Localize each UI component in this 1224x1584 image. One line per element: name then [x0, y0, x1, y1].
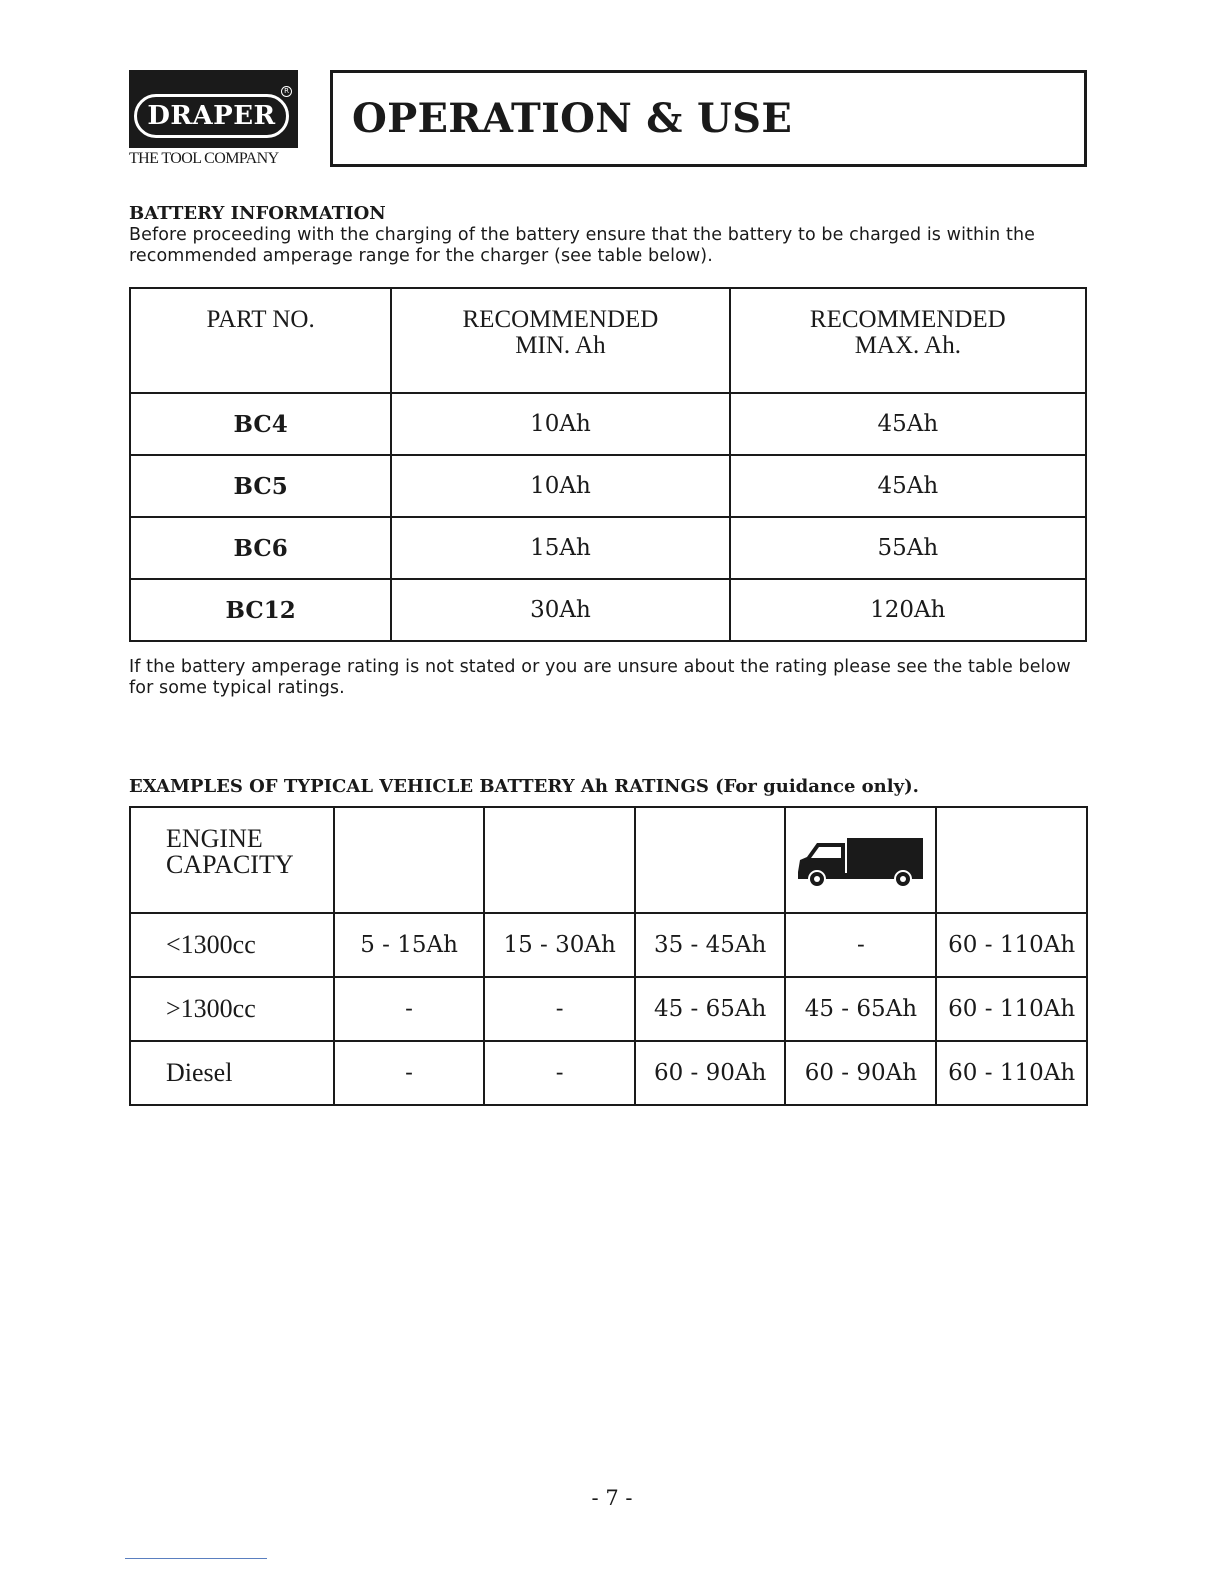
logo-wordmark: DRAPER [147, 101, 276, 131]
max-ah: 45Ah [730, 393, 1086, 455]
ah-rating: 45 - 65Ah [785, 977, 936, 1041]
max-ah: 55Ah [730, 517, 1086, 579]
header-text: PART NO. [206, 306, 315, 333]
ah-rating: - [334, 1041, 485, 1105]
registered-mark-icon: R [281, 86, 292, 97]
vehicle-icon-cell [334, 807, 485, 913]
vehicle-icon-cell [936, 807, 1087, 913]
draper-logo [129, 70, 299, 168]
min-ah: 10Ah [391, 393, 729, 455]
ah-rating: 60 - 110Ah [936, 913, 1087, 977]
table-header-row [130, 807, 1087, 913]
vehicle-icon-cell [785, 807, 936, 913]
table-row [130, 1041, 1087, 1105]
min-ah: 30Ah [391, 579, 729, 641]
header-part-no [130, 288, 391, 393]
vehicle-icon-cell [635, 807, 786, 913]
vehicle-battery-table [129, 806, 1088, 1106]
part-number: BC12 [130, 579, 391, 641]
header-text: RECOMMENDED MIN. Ah [462, 306, 659, 359]
max-ah: 120Ah [730, 579, 1086, 641]
ah-rating: 45 - 65Ah [635, 977, 786, 1041]
ah-rating: - [484, 977, 635, 1041]
min-ah: 15Ah [391, 517, 729, 579]
engine-capacity: Diesel [130, 1041, 334, 1105]
ah-rating: 60 - 90Ah [635, 1041, 786, 1105]
part-number: BC5 [130, 455, 391, 517]
max-ah: 45Ah [730, 455, 1086, 517]
part-number: BC4 [130, 393, 391, 455]
ah-rating: 60 - 110Ah [936, 1041, 1087, 1105]
header-text: ENGINE CAPACITY [166, 824, 294, 879]
page-number: - 7 - [591, 1486, 633, 1510]
battery-info-intro: Before proceeding with the charging of the battery ensure that the battery to be charged is within the recommended amperage range for the charger (see table below). [129, 225, 1036, 266]
table-row [130, 455, 1086, 517]
ah-rating: - [484, 1041, 635, 1105]
header-max-ah [730, 288, 1086, 393]
header-text: RECOMMENDED MAX. Ah. [809, 306, 1006, 359]
vehicle-icon-cell [484, 807, 635, 913]
ah-rating: 60 - 110Ah [936, 977, 1087, 1041]
ah-rating: 5 - 15Ah [334, 913, 485, 977]
engine-capacity: <1300cc [130, 913, 334, 977]
table-row [130, 977, 1087, 1041]
ah-rating: 15 - 30Ah [484, 913, 635, 977]
page-title-box [330, 70, 1087, 167]
logo-badge [129, 70, 298, 148]
ah-rating: - [334, 977, 485, 1041]
page-title: OPERATION & USE [352, 95, 793, 142]
engine-capacity: >1300cc [130, 977, 334, 1041]
engine-capacity-header [130, 807, 334, 913]
logo-oval [134, 94, 289, 138]
ah-rating: - [785, 913, 936, 977]
table-row [130, 579, 1086, 641]
part-number: BC6 [130, 517, 391, 579]
min-ah: 10Ah [391, 455, 729, 517]
footer-divider [125, 1558, 267, 1559]
logo-tagline: THE TOOL COMPANY [129, 150, 279, 167]
table-header-row [130, 288, 1086, 393]
table-row [130, 913, 1087, 977]
table-row [130, 393, 1086, 455]
header-min-ah [391, 288, 729, 393]
charger-range-table [129, 287, 1087, 642]
unsure-note: If the battery amperage rating is not stated or you are unsure about the rating please see the table below for some typical ratings. [129, 657, 1071, 698]
examples-heading: EXAMPLES OF TYPICAL VEHICLE BATTERY Ah RATINGS (For guidance only). [129, 776, 919, 797]
battery-info-heading: BATTERY INFORMATION [129, 203, 386, 224]
table-row [130, 517, 1086, 579]
ah-rating: 35 - 45Ah [635, 913, 786, 977]
ah-rating: 60 - 90Ah [785, 1041, 936, 1105]
van-icon [795, 835, 927, 887]
